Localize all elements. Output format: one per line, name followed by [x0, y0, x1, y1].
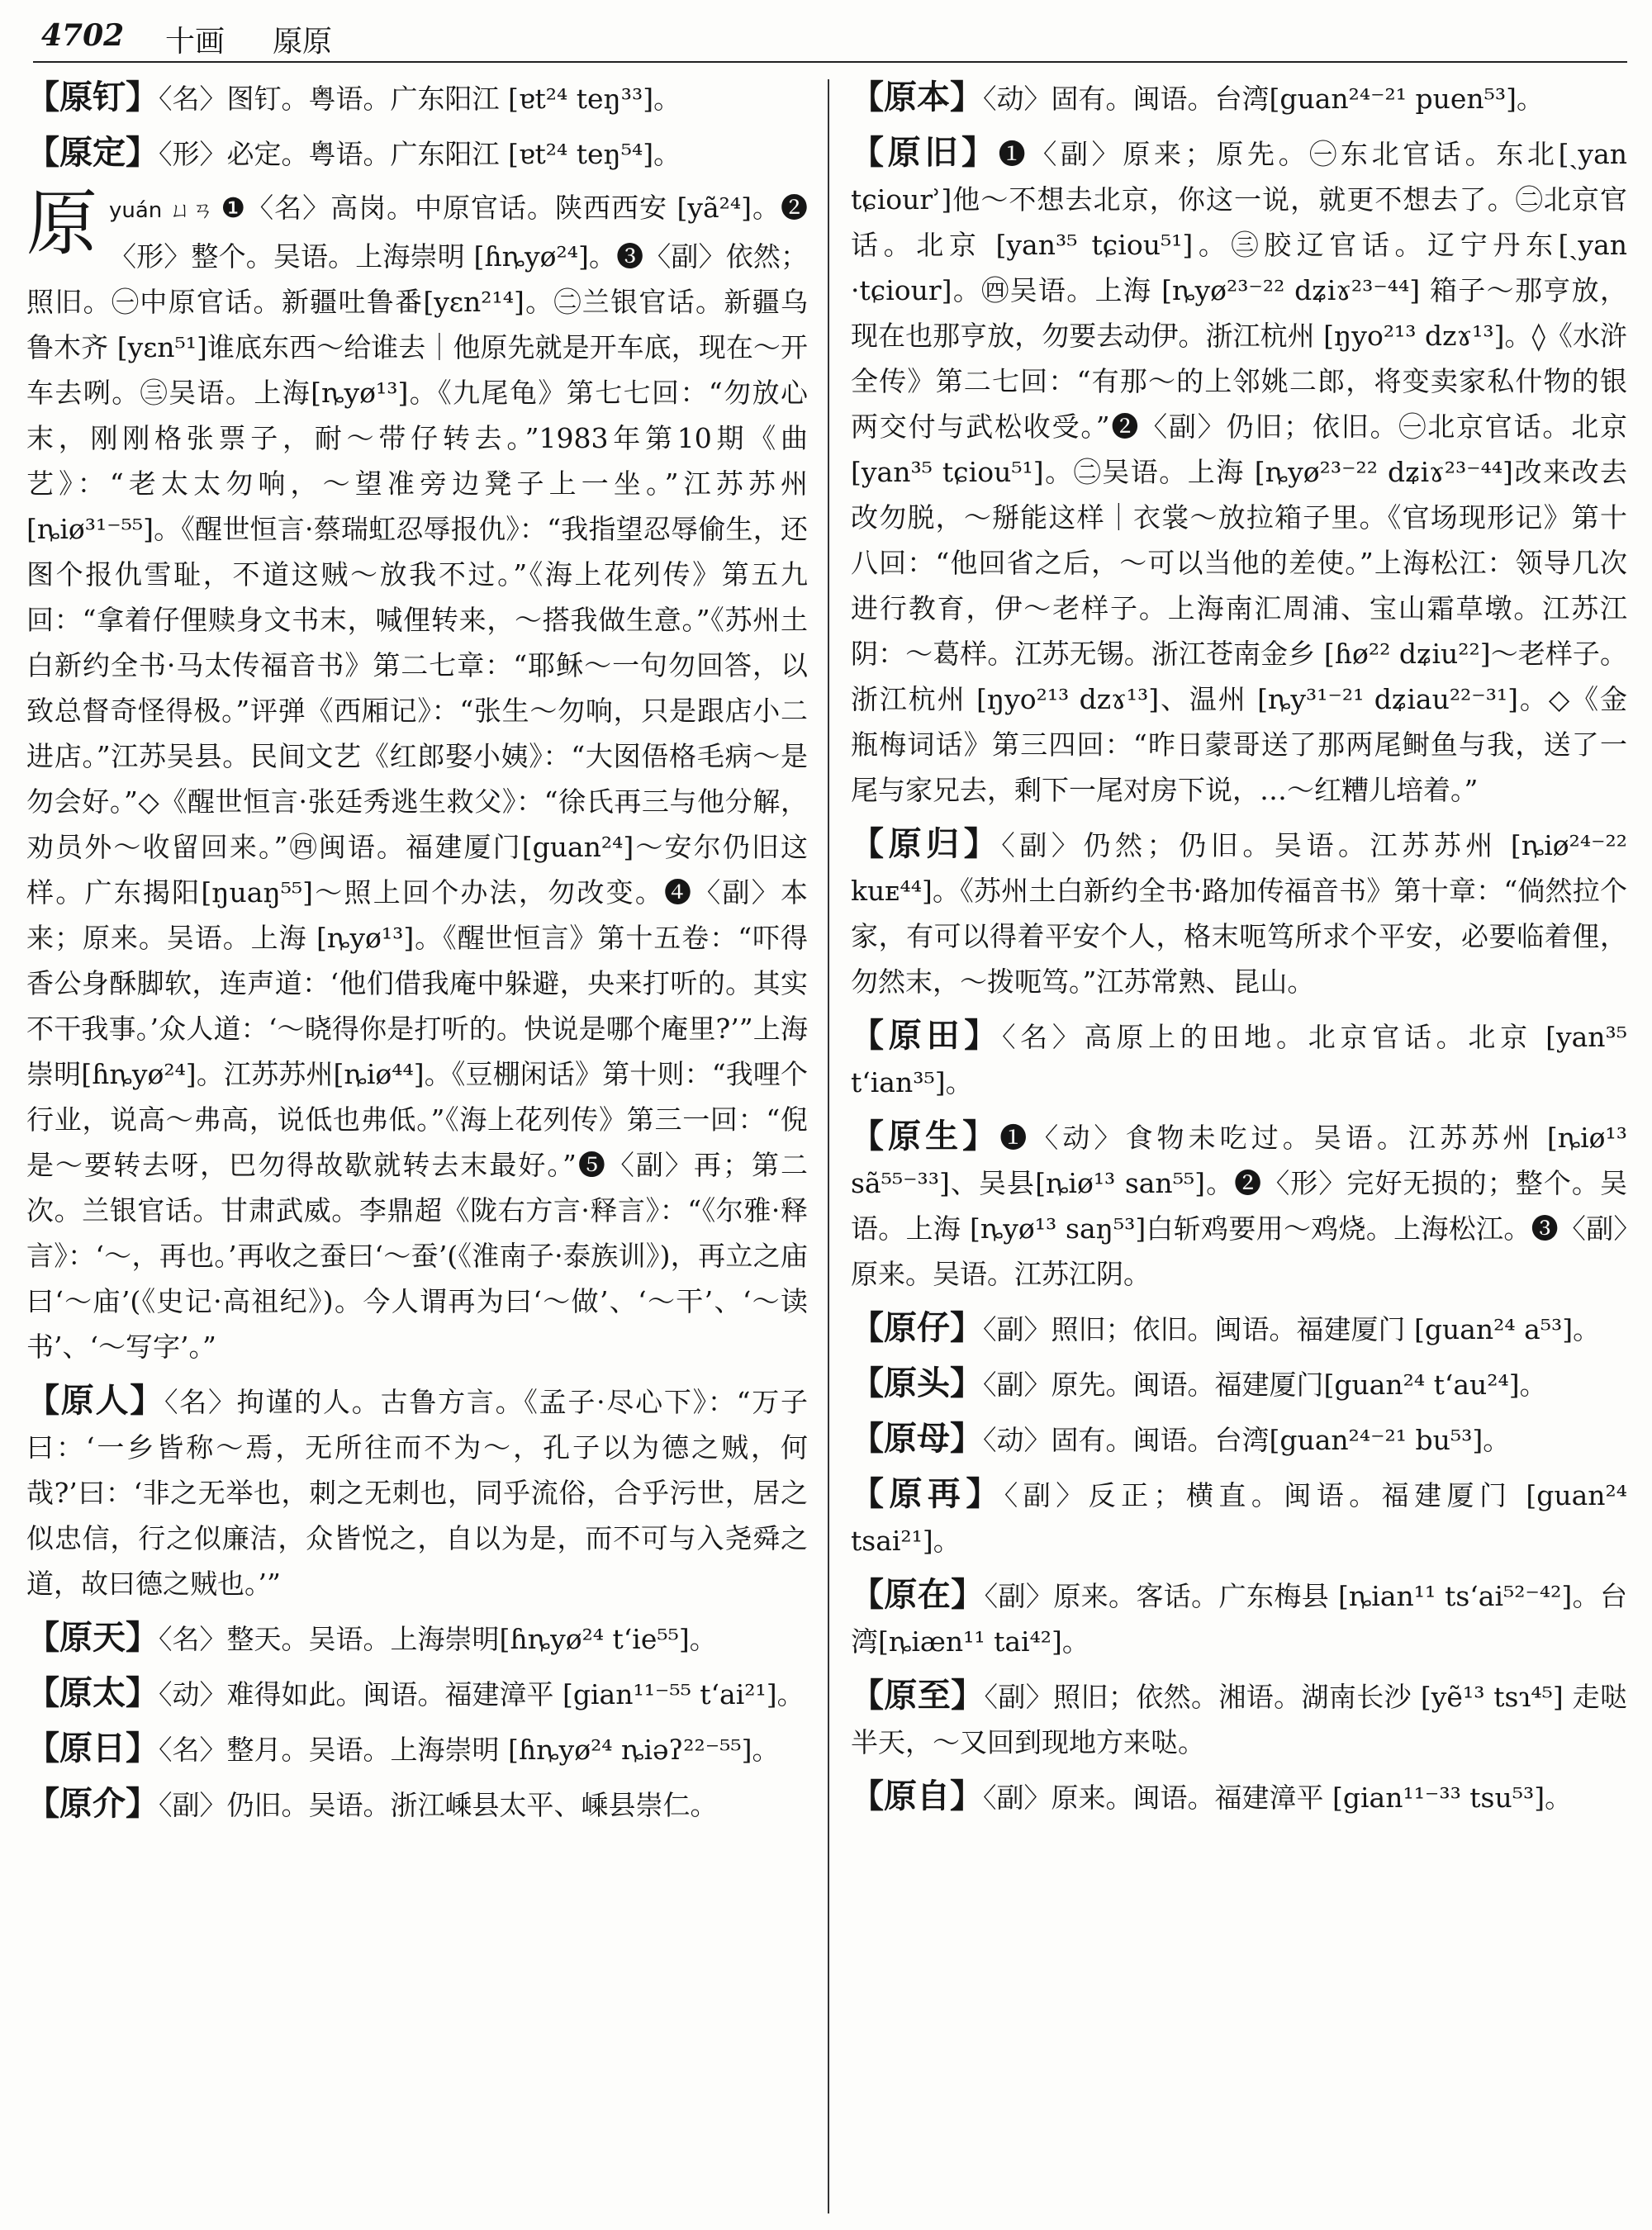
entry-headword: 【原母】 [851, 1419, 983, 1458]
pinyin: yuán ㄩㄢ [109, 198, 215, 223]
entry-text: 〈动〉难得如此。闽语。福建漳平 [gian¹¹⁻⁵⁵ t‘ai²¹]。 [159, 1678, 805, 1710]
entry-headword: 【原人】 [26, 1381, 165, 1420]
dictionary-entry [851, 1360, 1627, 1407]
entry-text: 〈副〉仍然；仍旧。吴语。江苏苏州 [ȵiø²⁴⁻²² kuᴇ⁴⁴]。《苏州土白新约全书·路加传福音书》第十章：“倘然拉个家，有可以得着平安个人，格末呃笃所求个平安，必要临着俚，勿然末，～拨呃笃。”江苏常熟、昆山。 [851, 829, 1627, 998]
column-divider [828, 79, 829, 2213]
entry-text: ❶〈动〉食物未吃过。吴语。江苏苏州 [ȵiø¹³ sã⁵⁵⁻³³]、吴县[ȵiø¹³ san⁵⁵]。❷〈形〉完好无损的；整个。吴语。上海 [ȵyø¹³ saŋ⁵³]白斩鸡要用～鸡烧。上海松江。❸〈副〉原来。吴语。江苏江阴。 [851, 1122, 1627, 1290]
header-characters: 厡原 [273, 25, 333, 59]
main-headword-character: 原 [26, 183, 97, 265]
left-column [26, 74, 808, 2213]
right-column [851, 74, 1627, 2213]
entry-headword: 【厡定】 [26, 133, 159, 172]
entry-text: 〈副〉照旧；依然。湘语。湖南长沙 [yẽ¹³ tsɿ⁴⁵] 走哒半天，～又回到现地方来哒。 [851, 1681, 1627, 1758]
entry-text: 〈名〉拘谨的人。古鲁方言。《孟子·尽心下》：“万子曰：‘一乡皆称～焉，无所往而不为～，孔子以为德之贼，何哉?’曰：‘非之无举也，刺之无刺也，同乎流俗，合乎污世，居之似忠信，行之似廉洁，众皆悦之，自以为是，而不可与入尧舜之道，故曰德之贼也。’” [26, 1386, 808, 1600]
dictionary-entry [851, 1572, 1627, 1664]
entry-text: 〈副〉仍旧。吴语。浙江嵊县太平、嵊县崇仁。 [159, 1789, 718, 1821]
dictionary-entry [851, 1672, 1627, 1765]
page-header [0, 0, 1652, 64]
dictionary-entry [851, 1013, 1627, 1105]
dictionary-entry [26, 1670, 808, 1717]
entry-headword: 【原再】 [851, 1474, 1004, 1513]
dictionary-entry [851, 74, 1627, 121]
dictionary-entry [26, 1615, 808, 1662]
section-label: 十画 [165, 25, 225, 59]
entry-headword: 【原生】 [851, 1117, 1000, 1155]
entry-headword: 【原日】 [26, 1729, 159, 1767]
entry-text: 〈名〉整月。吴语。上海崇明 [ɦȵyø²⁴ ȵiəʔ²²⁻⁵⁵]。 [159, 1734, 780, 1766]
dictionary-entry [851, 1471, 1627, 1563]
dictionary-entry [851, 1305, 1627, 1352]
entry-text: 〈名〉整天。吴语。上海崇明[ɦȵyø²⁴ t‘ie⁵⁵]。 [159, 1623, 717, 1655]
entry-text: 〈副〉原先。闽语。福建厦门[guan²⁴ t‘au²⁴]。 [983, 1369, 1547, 1401]
entry-headword: 【原田】 [851, 1016, 1002, 1055]
dictionary-entry [26, 130, 808, 177]
header-rule [33, 61, 1627, 63]
dictionary-entry [851, 1416, 1627, 1463]
dictionary-entry [26, 1781, 808, 1828]
dictionary-entry [26, 1725, 808, 1772]
entry-headword: 【原归】 [851, 824, 1002, 863]
entry-headword: 【原太】 [26, 1673, 159, 1712]
entry-headword: 【厡钉】 [26, 78, 159, 116]
dictionary-entry [851, 1113, 1627, 1297]
entry-text: 〈名〉图钉。粤语。广东阳江 [ɐt²⁴ teŋ³³]。 [159, 83, 681, 115]
entry-headword: 【原本】 [851, 78, 983, 116]
entry-text: 〈副〉反正；横直。闽语。福建厦门 [guan²⁴ tsai²¹]。 [851, 1479, 1627, 1557]
entry-headword: 【原介】 [26, 1784, 159, 1823]
dictionary-entry [851, 1773, 1627, 1820]
entry-headword: 【原至】 [851, 1676, 985, 1715]
dictionary-entry [851, 821, 1627, 1004]
entry-headword: 【原在】 [851, 1575, 985, 1614]
main-character-entry [26, 185, 808, 1369]
entry-headword: 【原旧】 [851, 133, 999, 172]
entry-headword: 【原自】 [851, 1777, 983, 1815]
dictionary-entry [26, 1378, 808, 1606]
dictionary-entry [851, 130, 1627, 813]
dictionary-entry [26, 74, 808, 121]
entry-text: ❶〈副〉原来；原先。㊀东北官话。东北[ˏyan tɕiourʾ]他～不想去北京，你这一说，就更不想去了。㊁北京官话。北京 [yan³⁵ tɕiou⁵¹]。㊂胶辽官话。辽宁丹东[ˏyan ·tɕiour]。㊃吴语。上海 [ȵyø²³⁻²² dʑiɤ²³⁻⁴⁴] 箱子～那亨放，现在也那亨放，勿要去动伊。浙江杭州 [ŋyo²¹³ dzɤ¹³]。◊《水浒全传》第二七回：“有那～的上邻姚二郎，将变卖家私什物的银两交付与武松收受。”❷〈副〉仍旧；依旧。㊀北京官话。北京 [yan³⁵ tɕiou⁵¹]。㊁吴语。上海 [ȵyø²³⁻²² dʑiɤ²³⁻⁴⁴]改来改去改勿脱，～掰能这样｜衣裳～放拉箱子里。《官场现形记》第十八回：“他回省之后，～可以当他的差使。”上海松江：领导几次进行教育，伊～老样子。上海南汇周浦、宝山霜草墩。江苏江阴：～葛样。江苏无锡。浙江苍南金乡 [ɦø²² dʑiu²²]～老样子。浙江杭州 [ŋyo²¹³ dzɤ¹³]、温州 [ȵy³¹⁻²¹ dʑiau²²⁻³¹]。◇《金瓶梅词话》第三四回：“昨日蒙哥送了那两尾鲥鱼与我，送了一尾与家兄去，剩下一尾对房下说，…～红糟儿培着。” [851, 138, 1627, 806]
entry-text: 〈动〉固有。闽语。台湾[guan²⁴⁻²¹ puen⁵³]。 [983, 83, 1544, 115]
entry-headword: 【原天】 [26, 1618, 159, 1657]
entry-text: 〈动〉固有。闽语。台湾[guan²⁴⁻²¹ bu⁵³]。 [983, 1424, 1511, 1456]
entry-text: 〈形〉必定。粤语。广东阳江 [ɐt²⁴ teŋ⁵⁴]。 [159, 138, 681, 170]
page-number: 4702 [41, 18, 125, 53]
entry-text: 〈副〉照旧；依旧。闽语。福建厦门 [guan²⁴ a⁵³]。 [983, 1313, 1601, 1345]
entry-text: 〈副〉原来。客话。广东梅县 [ȵian¹¹ ts‘ai⁵²⁻⁴²]。台湾[ȵiæn¹¹ tai⁴²]。 [851, 1580, 1627, 1658]
entry-text: ❶〈名〉高岗。中原官话。陕西西安 [yã²⁴]。❷〈形〉整个。吴语。上海崇明 [ɦȵyø²⁴]。❸〈副〉依然；照旧。㊀中原官话。新疆吐鲁番[yɛn²¹⁴]。㊁兰银官话。新疆乌鲁木齐 [yɛn⁵¹]谁底东西～给谁去｜他原先就是开车底，现在～开车去咧。㊂吴语。上海[ȵyø¹³]。《九尾龟》第七七回：“勿放心末，刚刚格张票子，耐～带仔转去。”1983年第10期《曲艺》：“老太太勿响，～望准旁边凳子上一坐。”江苏苏州[ȵiø³¹⁻⁵⁵]。《醒世恒言·蔡瑞虹忍辱报仇》：“我指望忍辱偷生，还图个报仇雪耻，不道这贼～放我不过。”《海上花列传》第五九回：“拿着仔俚赎身文书末，喊俚转来，～搭我做生意。”《苏州土白新约全书·马太传福音书》第二七章：“耶稣～一句勿回答，以致总督奇怪得极。”评弹《西厢记》：“张生～勿响，只是跟店小二进店。”江苏吴县。民间文艺《红郎娶小姨》：“大囡俉格毛病～是勿会好。”◇《醒世恒言·张廷秀逃生救父》：“徐氏再三与他分解，劝员外～收留回来。”㊃闽语。福建厦门[guan²⁴]～安尔仍旧这样。广东揭阳[ŋuaŋ⁵⁵]～照上回个办法，勿改变。❹〈副〉本来；原来。吴语。上海 [ȵyø¹³]。《醒世恒言》第十五卷：“吓得香公身酥脚软，连声道：‘他们借我庵中躲避，央来打听的。其实不干我事。’众人道：‘～晓得你是打听的。快说是哪个庵里?’”上海崇明[ɦȵyø²⁴]。江苏苏州[ȵiø⁴⁴]。《豆棚闲话》第十则：“我哩个行业，说高～弗高，说低也弗低。”《海上花列传》第三一回：“倪是～要转去呀，巴勿得故歇就转去末最好。”❺〈副〉再；第二次。兰银官话。甘肃武威。李鼎超《陇右方言·释言》：“《尔雅·释言》：‘～，再也。’再收之蚕曰‘～蚕’(《淮南子·泰族训》)，再立之庙曰‘～庙’(《史记·高祖纪》)。今人谓再为曰‘～做’、‘～干’、‘～读书’、‘～写字’。” [26, 192, 808, 1363]
entry-headword: 【原头】 [851, 1364, 983, 1402]
entry-text: 〈副〉原来。闽语。福建漳平 [gian¹¹⁻³³ tsu⁵³]。 [983, 1782, 1573, 1814]
entry-text: 〈名〉高原上的田地。北京官话。北京 [yan³⁵ t‘ian³⁵]。 [851, 1021, 1627, 1098]
entry-headword: 【原仔】 [851, 1308, 983, 1347]
